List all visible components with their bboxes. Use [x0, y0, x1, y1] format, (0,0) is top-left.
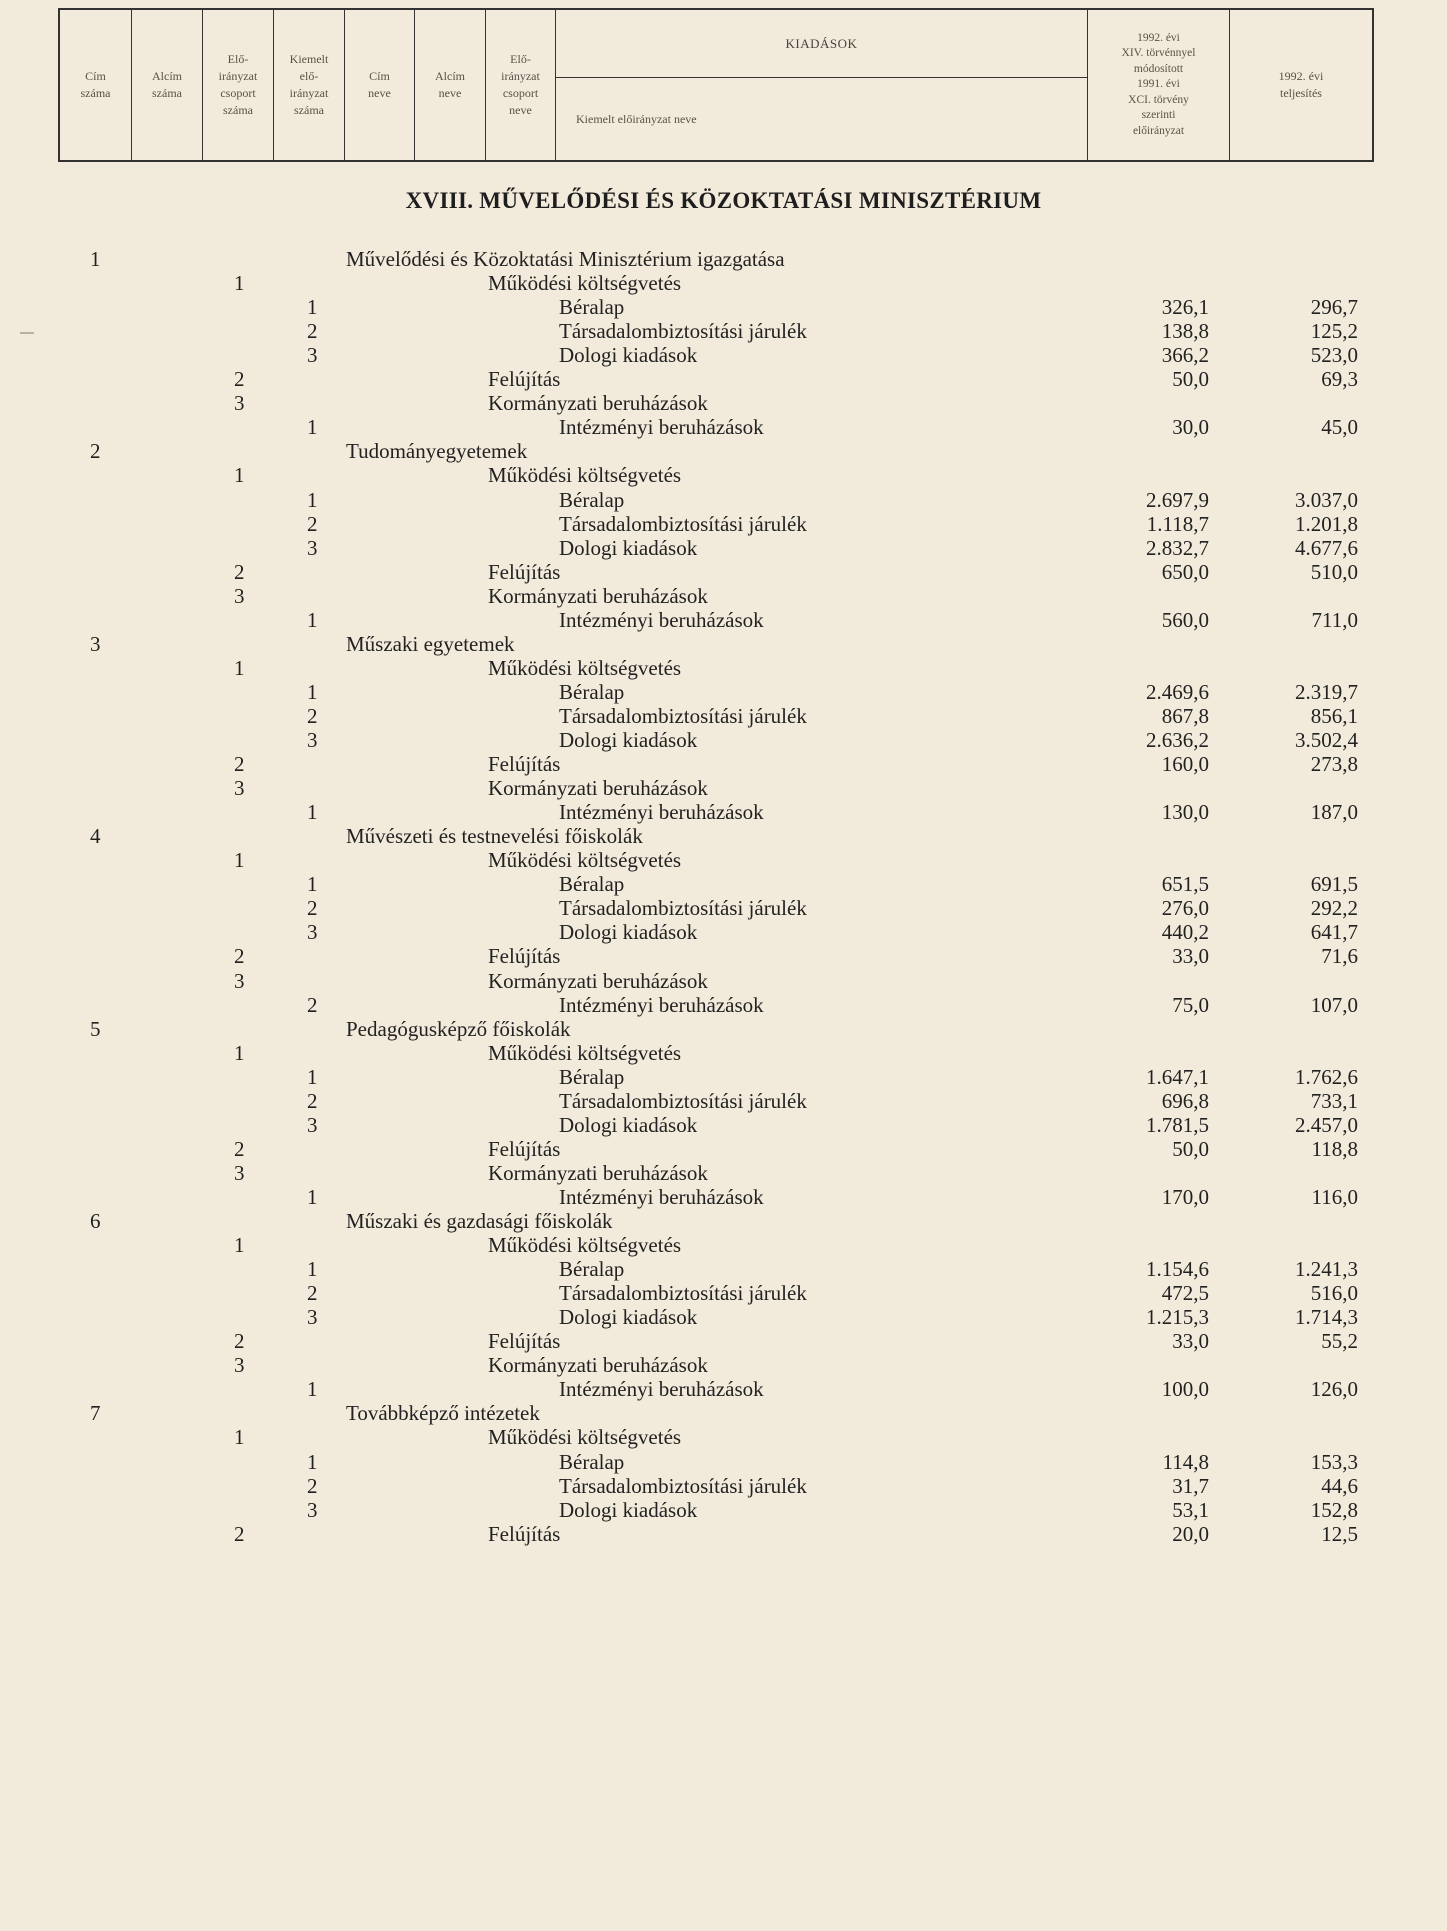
row-name: Társadalombiztosítási járulék — [559, 512, 807, 536]
row-name: Tudományegyetemek — [346, 439, 528, 463]
appropriation-value: 2.636,2 — [1146, 728, 1209, 752]
row-name: Társadalombiztosítási járulék — [559, 319, 807, 343]
actual-value: 856,1 — [1310, 704, 1358, 728]
row-name: Társadalombiztosítási járulék — [559, 1281, 807, 1305]
appropriation-value: 30,0 — [1172, 415, 1209, 439]
appropriation-value: 651,5 — [1161, 872, 1209, 896]
table-header — [58, 8, 1374, 162]
row-name: Intézményi beruházások — [559, 1185, 764, 1209]
row-name: Művészeti és testnevelési főiskolák — [346, 824, 643, 848]
header-kiemelt-eloiranyzat-neve: Kiemelt előirányzat neve — [576, 111, 697, 126]
appropriation-value: 114,8 — [1162, 1450, 1209, 1474]
row-number: 3 — [234, 584, 245, 608]
actual-value: 45,0 — [1321, 415, 1358, 439]
row-number: 1 — [234, 848, 245, 872]
row-number: 2 — [307, 1281, 318, 1305]
row-number: 1 — [307, 608, 318, 632]
row-name: Működési költségvetés — [488, 463, 682, 487]
row-name: Működési költségvetés — [488, 848, 682, 872]
row-name: Továbbképző intézetek — [346, 1401, 540, 1425]
row-name: Béralap — [559, 680, 625, 704]
actual-value: 107,0 — [1310, 993, 1358, 1017]
appropriation-value: 1.118,7 — [1146, 512, 1209, 536]
row-number: 3 — [307, 1113, 318, 1137]
actual-value: 116,0 — [1311, 1185, 1358, 1209]
actual-value: 2.319,7 — [1295, 680, 1358, 704]
row-name: Béralap — [559, 1065, 625, 1089]
row-number: 3 — [234, 969, 245, 993]
row-number: 1 — [234, 1041, 245, 1065]
row-number: 3 — [234, 776, 245, 800]
row-number: 2 — [234, 1329, 245, 1353]
row-number: 1 — [307, 1065, 318, 1089]
appropriation-value: 650,0 — [1161, 560, 1209, 584]
appropriation-value: 138,8 — [1161, 319, 1209, 343]
row-number: 1 — [307, 1185, 318, 1209]
row-number: 5 — [90, 1017, 101, 1041]
appropriation-value: 472,5 — [1161, 1281, 1209, 1305]
appropriation-value: 326,1 — [1161, 295, 1209, 319]
row-number: 3 — [90, 632, 101, 656]
row-number: 1 — [307, 295, 318, 319]
row-number: 2 — [234, 752, 245, 776]
row-number: 3 — [234, 391, 245, 415]
row-name: Béralap — [559, 488, 625, 512]
table-row — [0, 1423, 1447, 1451]
row-number: 1 — [307, 680, 318, 704]
row-name: Műszaki egyetemek — [346, 632, 515, 656]
row-number: 1 — [234, 1233, 245, 1257]
row-number: 3 — [307, 1498, 318, 1522]
appropriation-value: 440,2 — [1161, 920, 1209, 944]
actual-value: 641,7 — [1310, 920, 1358, 944]
actual-value: 733,1 — [1310, 1089, 1358, 1113]
row-number: 1 — [307, 488, 318, 512]
row-number: 3 — [234, 1161, 245, 1185]
actual-value: 516,0 — [1310, 1281, 1358, 1305]
row-name: Kormányzati beruházások — [488, 776, 708, 800]
row-number: 1 — [307, 800, 318, 824]
row-number: 1 — [307, 1257, 318, 1281]
row-number: 3 — [234, 1353, 245, 1377]
actual-value: 152,8 — [1310, 1498, 1358, 1522]
row-name: Intézményi beruházások — [559, 800, 764, 824]
row-name: Működési költségvetés — [488, 1233, 682, 1257]
appropriation-value: 170,0 — [1161, 1185, 1209, 1209]
row-name: Intézményi beruházások — [559, 608, 764, 632]
actual-value: 126,0 — [1310, 1377, 1358, 1401]
row-number: 1 — [307, 1377, 318, 1401]
row-number: 2 — [307, 1474, 318, 1498]
row-name: Működési költségvetés — [488, 1041, 682, 1065]
row-number: 3 — [307, 1305, 318, 1329]
row-name: Felújítás — [488, 944, 561, 968]
row-number: 7 — [90, 1401, 101, 1425]
appropriation-value: 1.215,3 — [1146, 1305, 1209, 1329]
row-name: Dologi kiadások — [559, 1113, 698, 1137]
actual-value: 296,7 — [1310, 295, 1358, 319]
actual-value: 1.714,3 — [1295, 1305, 1358, 1329]
row-name: Kormányzati beruházások — [488, 584, 708, 608]
row-name: Felújítás — [488, 560, 561, 584]
row-number: 3 — [307, 728, 318, 752]
page-title: XVIII. MŰVELŐDÉSI ÉS KÖZOKTATÁSI MINISZTÉRIUM — [405, 188, 1042, 213]
row-name: Béralap — [559, 1257, 625, 1281]
row-name: Béralap — [559, 1450, 625, 1474]
header-cim-szama: Cím száma — [60, 10, 132, 160]
appropriation-value: 1.154,6 — [1146, 1257, 1209, 1281]
row-number: 3 — [307, 343, 318, 367]
row-number: 1 — [234, 1425, 245, 1449]
row-name: Béralap — [559, 872, 625, 896]
row-number: 1 — [307, 872, 318, 896]
row-name: Felújítás — [488, 1329, 561, 1353]
appropriation-value: 560,0 — [1161, 608, 1209, 632]
row-number: 2 — [90, 439, 101, 463]
row-number: 3 — [307, 536, 318, 560]
appropriation-value: 2.469,6 — [1146, 680, 1209, 704]
actual-value: 711,0 — [1311, 608, 1358, 632]
row-name: Kormányzati beruházások — [488, 391, 708, 415]
actual-value: 125,2 — [1310, 319, 1358, 343]
appropriation-value: 2.697,9 — [1146, 488, 1209, 512]
appropriation-value: 366,2 — [1161, 343, 1209, 367]
header-kiemelt-eloiranyzat-szama: Kiemelt elő- irányzat száma — [274, 10, 345, 160]
row-number: 1 — [234, 271, 245, 295]
row-name: Dologi kiadások — [559, 1305, 698, 1329]
appropriation-value: 33,0 — [1172, 1329, 1209, 1353]
row-name: Felújítás — [488, 1137, 561, 1161]
appropriation-value: 276,0 — [1161, 896, 1209, 920]
actual-value: 292,2 — [1310, 896, 1358, 920]
appropriation-value: 1.647,1 — [1146, 1065, 1209, 1089]
appropriation-value: 50,0 — [1172, 367, 1209, 391]
actual-value: 55,2 — [1321, 1329, 1358, 1353]
row-name: Működési költségvetés — [488, 271, 682, 295]
row-number: 4 — [90, 824, 101, 848]
row-name: Kormányzati beruházások — [488, 969, 708, 993]
header-eloiranyzat-csoport-szama: Elő- irányzat csoport száma — [203, 10, 274, 160]
row-name: Dologi kiadások — [559, 536, 698, 560]
row-number: 2 — [307, 896, 318, 920]
row-name: Dologi kiadások — [559, 920, 698, 944]
row-name: Kormányzati beruházások — [488, 1161, 708, 1185]
actual-value: 69,3 — [1321, 367, 1358, 391]
row-number: 6 — [90, 1209, 101, 1233]
row-number: 2 — [307, 704, 318, 728]
actual-value: 153,3 — [1310, 1450, 1358, 1474]
row-number: 2 — [234, 1137, 245, 1161]
appropriation-value: 20,0 — [1172, 1522, 1209, 1546]
appropriation-value: 50,0 — [1172, 1137, 1209, 1161]
actual-value: 691,5 — [1310, 872, 1358, 896]
row-name: Dologi kiadások — [559, 728, 698, 752]
appropriation-value: 31,7 — [1172, 1474, 1209, 1498]
row-name: Intézményi beruházások — [559, 1377, 764, 1401]
row-name: Felújítás — [488, 752, 561, 776]
actual-value: 1.241,3 — [1295, 1257, 1358, 1281]
appropriation-value: 1.781,5 — [1146, 1113, 1209, 1137]
header-eloiranyzat: 1992. évi XIV. törvénnyel módosított 1991. évi XCI. törvény szerinti előirányzat — [1087, 10, 1230, 160]
header-teljesites: 1992. évi teljesítés — [1278, 69, 1324, 100]
row-number: 2 — [234, 1522, 245, 1546]
table-row — [0, 461, 1447, 489]
actual-value: 4.677,6 — [1295, 536, 1358, 560]
actual-value: 1.762,6 — [1295, 1065, 1358, 1089]
row-name: Műszaki és gazdasági főiskolák — [346, 1209, 613, 1233]
row-name: Dologi kiadások — [559, 1498, 698, 1522]
table-row — [0, 1520, 1447, 1548]
row-number: 2 — [307, 1089, 318, 1113]
row-name: Pedagógusképző főiskolák — [346, 1017, 571, 1041]
row-number: 2 — [234, 560, 245, 584]
row-number: 1 — [234, 656, 245, 680]
row-name: Intézményi beruházások — [559, 993, 764, 1017]
actual-value: 1.201,8 — [1295, 512, 1358, 536]
header-eloiranyzat-csoport-neve: Elő- irányzat csoport neve — [486, 10, 556, 160]
row-number: 2 — [307, 319, 318, 343]
header-alcim-neve: Alcím neve — [415, 10, 486, 160]
row-number: 1 — [307, 1450, 318, 1474]
appropriation-value: 53,1 — [1172, 1498, 1209, 1522]
appropriation-value: 696,8 — [1161, 1089, 1209, 1113]
header-alcim-szama: Alcím száma — [132, 10, 203, 160]
appropriation-value: 33,0 — [1172, 944, 1209, 968]
actual-value: 523,0 — [1310, 343, 1358, 367]
row-name: Társadalombiztosítási járulék — [559, 1089, 807, 1113]
actual-value: 3.502,4 — [1295, 728, 1358, 752]
row-name: Felújítás — [488, 1522, 561, 1546]
appropriation-value: 100,0 — [1161, 1377, 1209, 1401]
row-name: Működési költségvetés — [488, 656, 682, 680]
row-name: Kormányzati beruházások — [488, 1353, 708, 1377]
actual-value: 3.037,0 — [1295, 488, 1358, 512]
appropriation-value: 160,0 — [1161, 752, 1209, 776]
row-name: Dologi kiadások — [559, 343, 698, 367]
actual-value: 12,5 — [1321, 1522, 1358, 1546]
row-name: Béralap — [559, 295, 625, 319]
actual-value: 2.457,0 — [1295, 1113, 1358, 1137]
row-name: Társadalombiztosítási járulék — [559, 1474, 807, 1498]
header-cim-neve: Cím neve — [345, 10, 415, 160]
appropriation-value: 867,8 — [1161, 704, 1209, 728]
row-name: Intézményi beruházások — [559, 415, 764, 439]
row-name: Felújítás — [488, 367, 561, 391]
header-kiadasok: KIADÁSOK — [556, 10, 1087, 78]
actual-value: 273,8 — [1310, 752, 1358, 776]
row-number: 2 — [307, 993, 318, 1017]
appropriation-value: 75,0 — [1172, 993, 1209, 1017]
row-number: 1 — [234, 463, 245, 487]
row-name: Működési költségvetés — [488, 1425, 682, 1449]
appropriation-value: 130,0 — [1161, 800, 1209, 824]
row-name: Művelődési és Közoktatási Minisztérium igazgatása — [346, 247, 785, 271]
actual-value: 44,6 — [1321, 1474, 1358, 1498]
actual-value: 71,6 — [1321, 944, 1358, 968]
actual-value: 510,0 — [1310, 560, 1358, 584]
appropriation-value: 2.832,7 — [1146, 536, 1209, 560]
row-name: Társadalombiztosítási járulék — [559, 704, 807, 728]
actual-value: 118,8 — [1311, 1137, 1358, 1161]
actual-value: 187,0 — [1310, 800, 1358, 824]
row-number: 3 — [307, 920, 318, 944]
row-number: 1 — [307, 415, 318, 439]
row-number: 1 — [90, 247, 101, 271]
table-row — [0, 942, 1447, 970]
row-number: 2 — [307, 512, 318, 536]
row-number: 2 — [234, 944, 245, 968]
row-name: Társadalombiztosítási járulék — [559, 896, 807, 920]
row-number: 2 — [234, 367, 245, 391]
